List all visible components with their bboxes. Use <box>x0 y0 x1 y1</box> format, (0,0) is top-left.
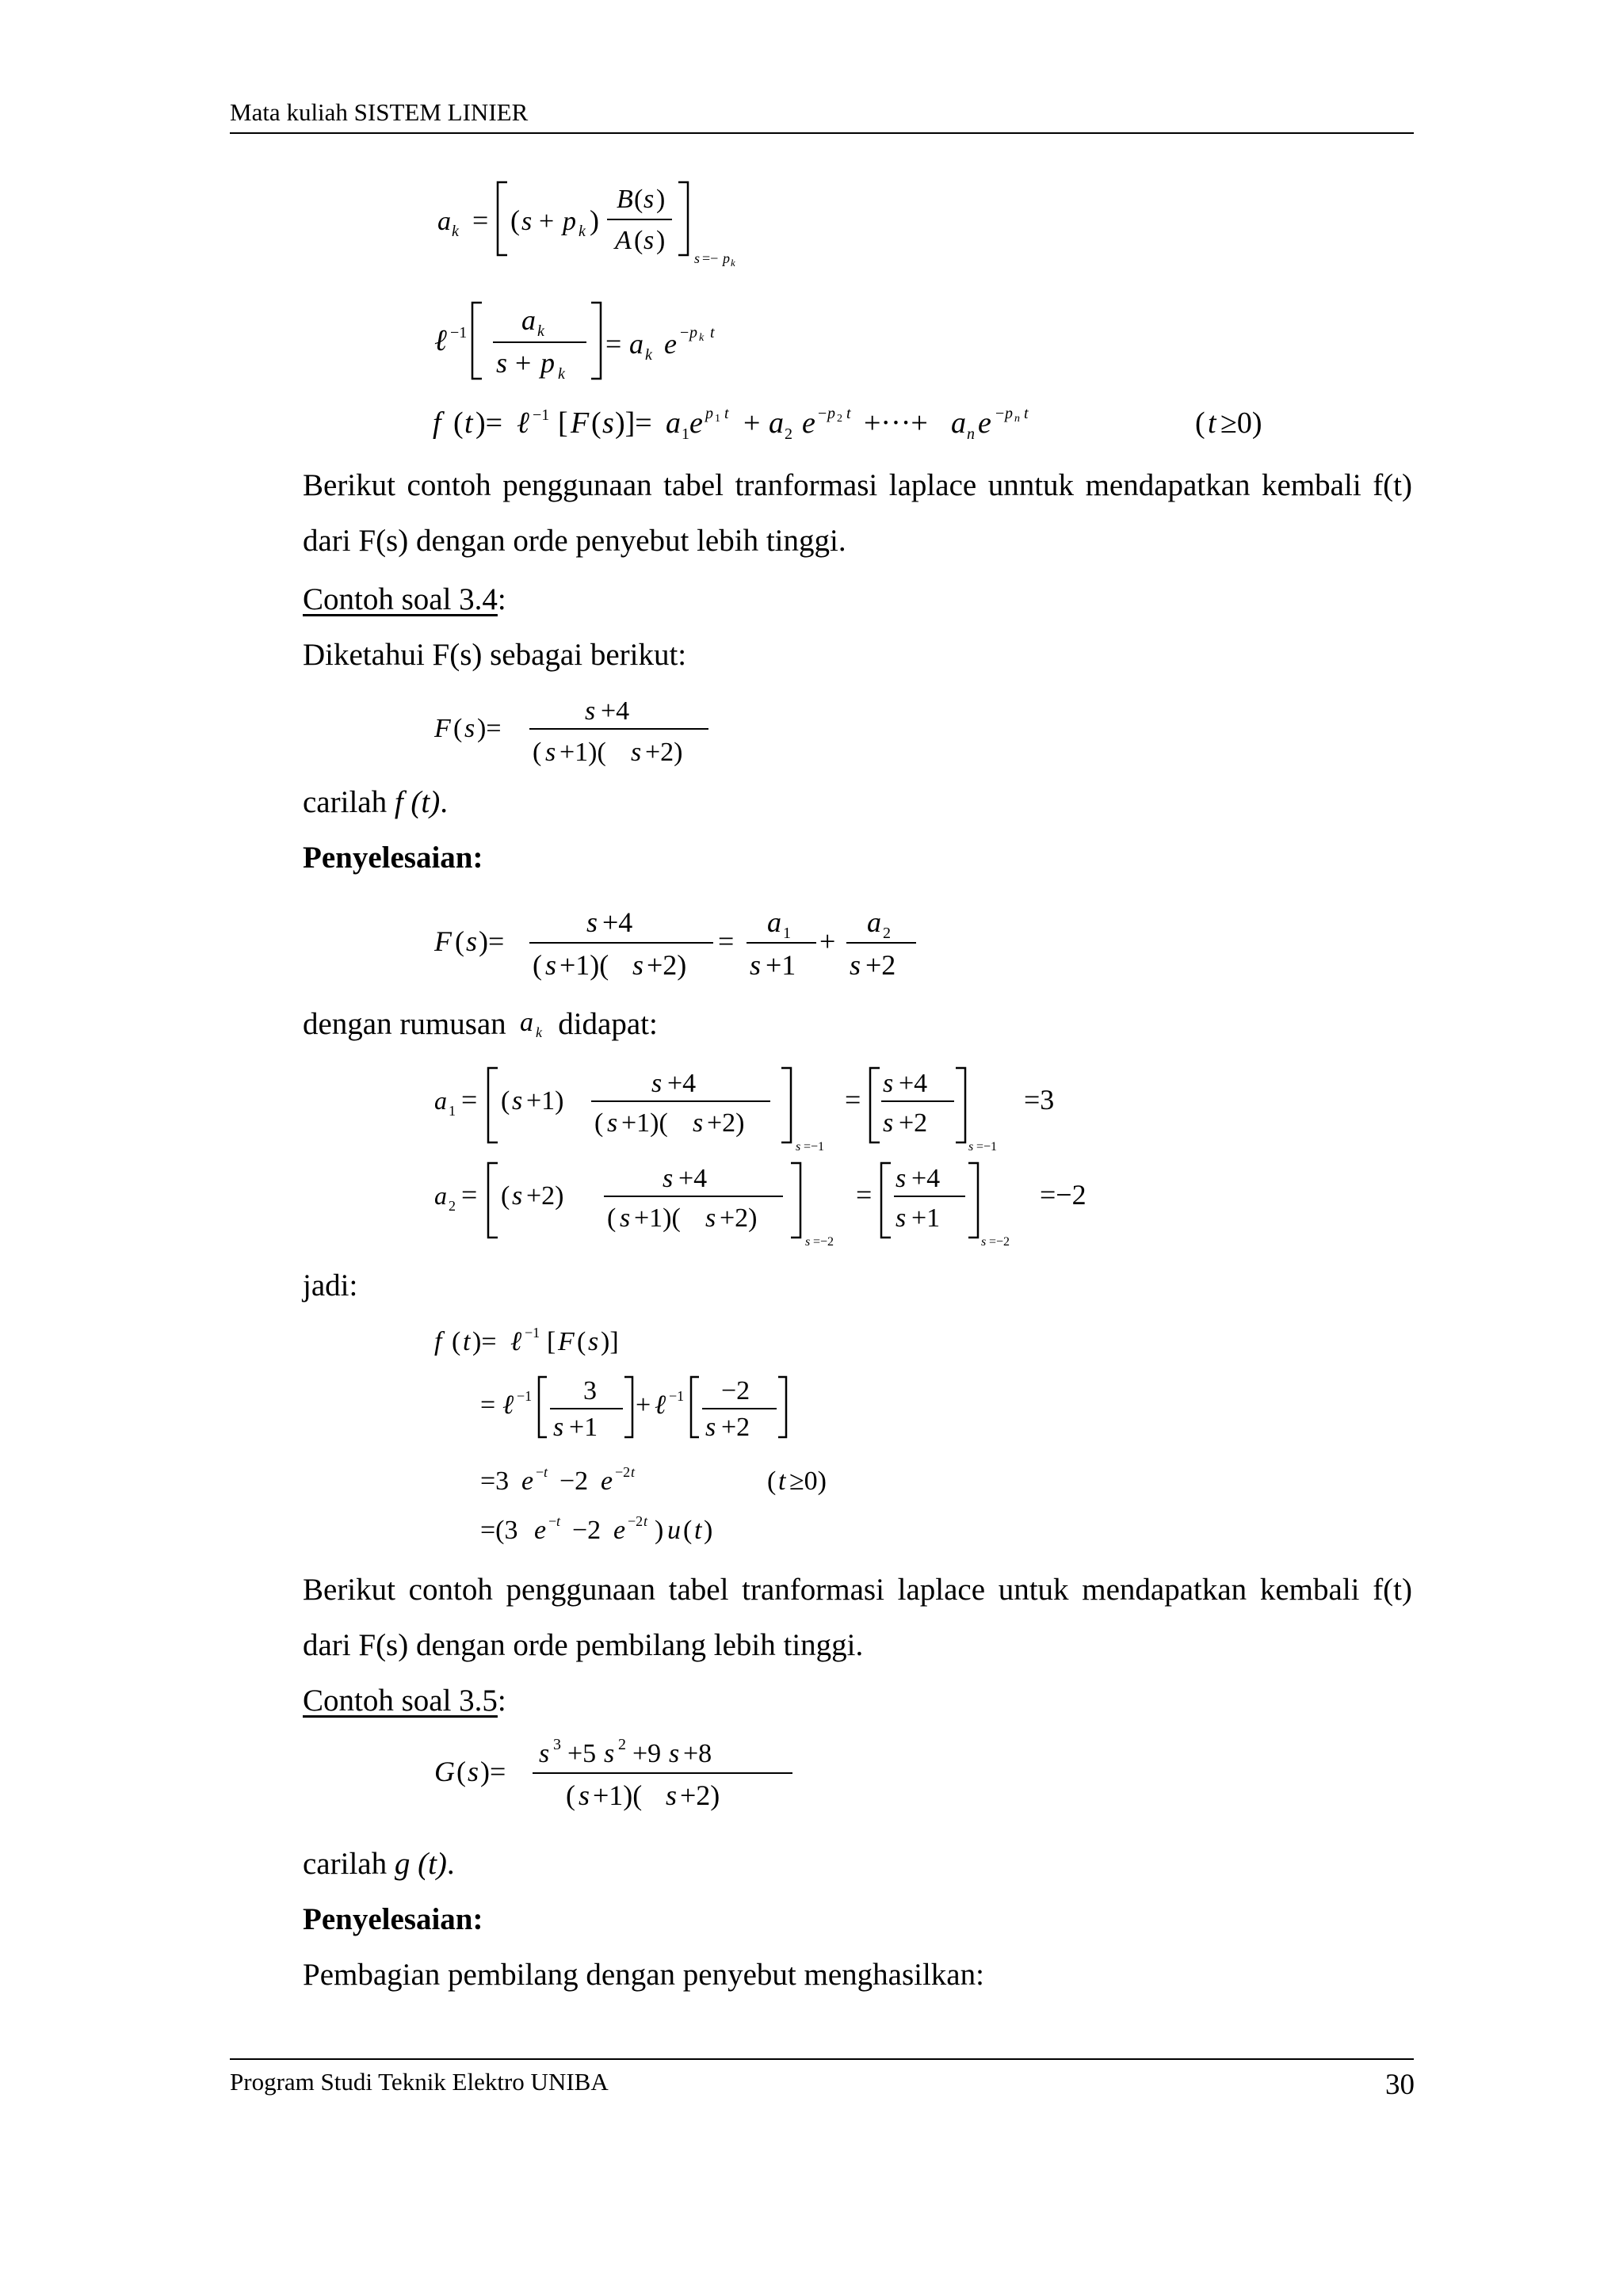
svg-text:s: s <box>512 1086 523 1116</box>
svg-text:t: t <box>463 1327 471 1356</box>
svg-text:s: s <box>750 949 762 981</box>
svg-text:s: s <box>521 207 533 236</box>
svg-text:+5: +5 <box>567 1739 597 1768</box>
svg-text:s: s <box>693 1108 704 1138</box>
svg-text:s: s <box>896 1203 907 1233</box>
svg-text:s: s <box>663 1164 674 1193</box>
svg-text:e: e <box>978 406 991 440</box>
svg-text:a: a <box>521 304 536 336</box>
header-rule <box>230 132 1414 134</box>
solution-label-1: Penyelesaian: <box>303 841 483 875</box>
svg-text:t: t <box>724 405 729 422</box>
svg-text:+1: +1 <box>569 1413 598 1442</box>
svg-text:k: k <box>645 346 652 364</box>
svg-text:+2): +2) <box>647 949 687 981</box>
svg-text:=: = <box>480 1390 496 1420</box>
svg-text:+: + <box>819 925 836 957</box>
svg-text:(: ( <box>767 1466 777 1496</box>
svg-text:(: ( <box>453 406 464 440</box>
svg-text:+···+: +···+ <box>864 406 928 440</box>
svg-text:(: ( <box>533 738 542 767</box>
svg-text:(: ( <box>591 406 601 440</box>
svg-text:s: s <box>545 949 557 981</box>
svg-text:−: − <box>548 1513 557 1529</box>
svg-text:=: = <box>461 1084 478 1116</box>
svg-text:+: + <box>515 347 532 379</box>
svg-text:a: a <box>629 328 643 360</box>
svg-text:s: s <box>669 1739 680 1768</box>
svg-text:(: ( <box>452 1327 461 1356</box>
svg-text:B: B <box>617 185 633 214</box>
svg-text:3: 3 <box>583 1376 597 1405</box>
example-34-label: Contoh soal 3.4 <box>303 582 498 616</box>
svg-text:s: s <box>651 1069 663 1098</box>
svg-text:ℓ: ℓ <box>655 1390 666 1420</box>
equation-a1-value <box>428 1062 1109 1157</box>
svg-text:t: t <box>1024 405 1029 422</box>
svg-text:−: − <box>680 324 689 341</box>
svg-text:F: F <box>434 714 451 743</box>
svg-text:[: [ <box>547 1327 556 1356</box>
svg-text:t: t <box>631 1464 636 1480</box>
svg-text:F: F <box>571 406 590 440</box>
svg-text:k: k <box>536 1024 543 1040</box>
svg-text:)=: )= <box>472 1327 497 1356</box>
svg-text:s: s <box>632 949 644 981</box>
example-35-heading <box>303 1683 506 1718</box>
intro-paragraph: Berikut contoh penggunaan tabel tranformasi laplace unntuk mendapatkan kembali f(t) dari F(s) dengan orde penyebut lebih tinggi. <box>303 468 1412 558</box>
svg-text:t: t <box>643 1513 648 1529</box>
svg-text:+2: +2 <box>865 949 896 981</box>
svg-text:u: u <box>667 1516 681 1545</box>
svg-text:t: t <box>544 1464 548 1480</box>
svg-text:(: ( <box>577 1327 586 1356</box>
svg-text:+2: +2 <box>899 1108 928 1138</box>
page-number: 30 <box>1385 2069 1415 2101</box>
svg-text:ℓ: ℓ <box>517 406 529 440</box>
svg-text:+1)(: +1)( <box>559 738 606 767</box>
svg-text:t: t <box>464 406 473 440</box>
svg-text:s: s <box>579 1779 590 1811</box>
division-text: Pembagian pembilang dengan penyebut menghasilkan: <box>303 1958 984 1992</box>
svg-text:+1)(: +1)( <box>621 1108 668 1138</box>
svg-text:t: t <box>694 1516 702 1545</box>
svg-text:+: + <box>743 406 761 440</box>
svg-text:+4: +4 <box>899 1069 928 1098</box>
svg-text:s: s <box>553 1413 564 1442</box>
svg-text:k: k <box>537 322 544 340</box>
svg-text:t: t <box>710 324 715 341</box>
svg-text:+2): +2) <box>720 1203 758 1233</box>
svg-text:)=: )= <box>475 406 503 440</box>
svg-text:2: 2 <box>883 925 891 942</box>
svg-text:=: = <box>856 1179 873 1211</box>
svg-text:=3: =3 <box>480 1466 510 1496</box>
svg-text:F: F <box>558 1327 575 1356</box>
svg-text:+2): +2) <box>645 738 683 767</box>
svg-text:+4: +4 <box>601 696 630 726</box>
svg-text:=: = <box>845 1084 861 1116</box>
svg-text:p: p <box>540 347 555 379</box>
equation-ak-residue <box>428 176 792 271</box>
svg-text:p: p <box>723 250 730 266</box>
example-35-colon: : <box>497 1684 506 1718</box>
svg-text:(: ( <box>501 1086 510 1116</box>
svg-text:): ) <box>704 1516 713 1545</box>
svg-text:n: n <box>967 425 975 443</box>
svg-text:s: s <box>850 949 861 981</box>
svg-text:+2): +2) <box>680 1779 720 1811</box>
svg-text:t: t <box>778 1466 786 1496</box>
second-paragraph: Berikut contoh penggunaan tabel tranformasi laplace untuk mendapatkan kembali f(t) dari F(s) dengan orde pembilang lebih tinggi. <box>303 1573 1412 1662</box>
given-text: Diketahui F(s) sebagai berikut: <box>303 638 687 672</box>
svg-text:s: s <box>805 1235 811 1249</box>
ak-text-before: dengan rumusan <box>303 1007 514 1041</box>
svg-text:s: s <box>896 1164 907 1193</box>
equation-inverse-laplace-term <box>428 293 761 396</box>
svg-text:p: p <box>689 324 697 341</box>
svg-text:p: p <box>563 207 576 236</box>
svg-text:+4: +4 <box>667 1069 697 1098</box>
find-f-suffix: . <box>440 785 448 819</box>
svg-text:+1: +1 <box>766 949 796 981</box>
svg-text:+4: +4 <box>678 1164 708 1193</box>
svg-text:ℓ: ℓ <box>434 324 447 357</box>
svg-text:−1: −1 <box>669 1388 685 1404</box>
svg-text:(: ( <box>683 1516 693 1545</box>
svg-text:p: p <box>705 405 713 422</box>
svg-text:a: a <box>767 906 781 938</box>
equation-Gs-given <box>428 1733 808 1821</box>
svg-text:)=: )= <box>477 714 502 743</box>
svg-text:e: e <box>601 1466 613 1496</box>
svg-text:≥0): ≥0) <box>1220 406 1262 440</box>
svg-text:−2: −2 <box>615 1464 631 1480</box>
svg-text:s: s <box>539 1739 550 1768</box>
svg-text:s: s <box>588 1327 599 1356</box>
svg-text:t: t <box>846 405 851 422</box>
svg-text:=: = <box>718 925 735 957</box>
svg-text:−1: −1 <box>450 324 468 341</box>
svg-text:−2: −2 <box>628 1513 643 1529</box>
jadi-text: jadi: <box>303 1268 358 1302</box>
svg-text:1: 1 <box>449 1103 456 1119</box>
svg-text:s: s <box>643 226 655 255</box>
svg-text:+4: +4 <box>911 1164 941 1193</box>
svg-text:s: s <box>602 406 614 440</box>
svg-text:s: s <box>545 738 556 767</box>
svg-text:)=: )= <box>479 925 505 957</box>
svg-text:f: f <box>433 406 441 440</box>
svg-text:+: + <box>636 1390 651 1420</box>
svg-text:e: e <box>802 406 815 440</box>
svg-text:ℓ: ℓ <box>502 1390 514 1420</box>
svg-text:e: e <box>521 1466 534 1496</box>
svg-text:)=: )= <box>480 1756 506 1787</box>
svg-text:s: s <box>512 1181 523 1211</box>
svg-text:t: t <box>556 1513 561 1529</box>
svg-text:(: ( <box>456 1756 466 1787</box>
svg-text:F: F <box>434 925 452 957</box>
svg-text:−2: −2 <box>572 1516 601 1545</box>
example-34-colon: : <box>497 582 506 616</box>
find-g-text <box>303 1846 455 1882</box>
svg-text:=−1: =−1 <box>976 1140 998 1154</box>
svg-text:ℓ: ℓ <box>510 1327 522 1356</box>
svg-text:=−2: =−2 <box>813 1235 834 1249</box>
svg-text:1: 1 <box>682 425 689 443</box>
svg-text:a: a <box>520 1008 534 1037</box>
svg-text:k: k <box>731 257 735 269</box>
svg-text:+2): +2) <box>526 1181 564 1211</box>
svg-text:k: k <box>558 365 565 383</box>
svg-text:): ) <box>656 185 666 214</box>
svg-text:≥0): ≥0) <box>789 1466 827 1496</box>
svg-text:(: ( <box>634 185 643 214</box>
svg-text:n: n <box>1014 413 1020 425</box>
svg-text:s: s <box>464 714 475 743</box>
svg-text:s: s <box>585 696 596 726</box>
svg-text:[: [ <box>558 406 568 440</box>
svg-text:1: 1 <box>783 925 791 942</box>
svg-text:(: ( <box>607 1203 617 1233</box>
svg-text:): ) <box>590 204 599 236</box>
svg-text:=(3: =(3 <box>480 1516 518 1545</box>
svg-text:(: ( <box>533 949 542 981</box>
svg-text:2: 2 <box>618 1736 626 1753</box>
equation-partial-fractions <box>428 902 935 989</box>
find-g-suffix: . <box>446 1847 455 1881</box>
svg-text:f: f <box>434 1327 442 1356</box>
solution-label-2: Penyelesaian: <box>303 1902 483 1936</box>
equation-a2-value <box>428 1157 1125 1252</box>
svg-text:−1: −1 <box>533 406 550 424</box>
find-g-variable: g (t) <box>394 1847 447 1881</box>
svg-text:s: s <box>496 347 508 379</box>
svg-text:A: A <box>615 226 632 255</box>
svg-text:=: = <box>472 204 489 236</box>
svg-text:+8: +8 <box>683 1739 712 1768</box>
svg-text:s: s <box>705 1413 716 1442</box>
svg-text:a: a <box>951 406 966 440</box>
svg-text:−2: −2 <box>559 1466 589 1496</box>
ak-formula-text <box>303 1006 658 1042</box>
svg-text:a: a <box>434 1181 447 1210</box>
svg-text:+1)(: +1)( <box>593 1779 643 1811</box>
svg-text:): ) <box>655 1516 664 1545</box>
find-g-prefix: carilah <box>303 1847 395 1881</box>
svg-text:a: a <box>769 406 784 440</box>
svg-text:−1: −1 <box>517 1388 533 1404</box>
svg-text:k: k <box>699 332 705 344</box>
svg-text:p: p <box>1005 405 1013 422</box>
find-f-variable: f (t) <box>394 785 441 819</box>
svg-text:+1)(: +1)( <box>559 949 609 981</box>
svg-text:s: s <box>981 1235 987 1249</box>
svg-text:s: s <box>694 250 701 266</box>
svg-text:−2: −2 <box>721 1376 750 1405</box>
svg-text:2: 2 <box>785 425 792 443</box>
svg-text:a: a <box>867 906 881 938</box>
svg-text:)]: )] <box>601 1327 619 1356</box>
svg-text:2: 2 <box>449 1198 456 1214</box>
ak-text-after: didapat: <box>550 1007 658 1041</box>
svg-text:1: 1 <box>715 413 720 425</box>
svg-text:−: − <box>818 405 827 422</box>
svg-text:s: s <box>796 1140 801 1154</box>
svg-text:s: s <box>631 738 642 767</box>
svg-text:s: s <box>604 1739 615 1768</box>
svg-text:(: ( <box>501 1181 510 1211</box>
svg-text:): ) <box>656 226 666 255</box>
header-course-title: Mata kuliah SISTEM LINIER <box>230 98 529 126</box>
svg-text:(: ( <box>566 1779 575 1811</box>
svg-text:s: s <box>883 1069 894 1098</box>
svg-text:s: s <box>666 1779 678 1811</box>
svg-text:(: ( <box>634 226 643 255</box>
svg-text:G: G <box>434 1756 455 1787</box>
svg-text:t: t <box>1208 406 1216 440</box>
svg-text:+9: +9 <box>632 1739 662 1768</box>
svg-text:=: = <box>605 328 622 360</box>
svg-text:=−2: =−2 <box>1040 1179 1086 1211</box>
svg-text:−1: −1 <box>525 1325 540 1341</box>
equation-ft-derivation <box>428 1315 935 1553</box>
svg-text:=: = <box>461 1179 478 1211</box>
svg-text:=−2: =−2 <box>989 1235 1010 1249</box>
svg-text:(: ( <box>594 1108 604 1138</box>
svg-text:+1: +1 <box>911 1203 941 1233</box>
find-f-prefix: carilah <box>303 785 395 819</box>
svg-text:s: s <box>468 1756 479 1787</box>
svg-text:=−: =− <box>702 250 719 266</box>
svg-text:s: s <box>607 1108 618 1138</box>
svg-text:e: e <box>534 1516 547 1545</box>
svg-text:a: a <box>434 1086 447 1115</box>
ak-inline-symbol <box>514 1009 550 1040</box>
svg-text:s: s <box>620 1203 631 1233</box>
svg-text:−: − <box>536 1464 544 1480</box>
svg-text:(: ( <box>455 925 464 957</box>
svg-text:=3: =3 <box>1024 1084 1055 1116</box>
svg-text:(: ( <box>1195 406 1205 440</box>
svg-text:+4: +4 <box>602 906 633 938</box>
svg-text:s: s <box>705 1203 716 1233</box>
svg-text:2: 2 <box>837 413 842 425</box>
svg-text:−: − <box>995 405 1005 422</box>
find-f-text <box>303 784 448 820</box>
svg-text:k: k <box>452 223 459 240</box>
svg-text:s: s <box>883 1108 894 1138</box>
svg-text:=−1: =−1 <box>804 1140 825 1154</box>
svg-text:e: e <box>689 406 703 440</box>
svg-text:(: ( <box>510 204 520 236</box>
footer-program: Program Studi Teknik Elektro UNIBA <box>230 2068 609 2096</box>
footer-rule <box>230 2058 1414 2060</box>
svg-text:e: e <box>613 1516 626 1545</box>
svg-text:+: + <box>539 207 555 236</box>
svg-text:p: p <box>827 405 835 422</box>
svg-text:e: e <box>664 328 677 360</box>
svg-text:k: k <box>579 223 586 240</box>
svg-text:+1): +1) <box>526 1086 564 1116</box>
svg-text:s: s <box>968 1140 974 1154</box>
svg-text:+2): +2) <box>707 1108 745 1138</box>
svg-text:a: a <box>666 406 681 440</box>
svg-text:s: s <box>466 925 478 957</box>
svg-text:3: 3 <box>553 1736 561 1753</box>
svg-text:+2: +2 <box>721 1413 750 1442</box>
svg-text:(: ( <box>453 714 463 743</box>
svg-text:s: s <box>643 185 655 214</box>
svg-text:a: a <box>437 207 451 236</box>
svg-text:+1)(: +1)( <box>634 1203 681 1233</box>
svg-text:s: s <box>586 906 598 938</box>
equation-Fs-given <box>428 688 745 775</box>
svg-text:)]=: )]= <box>615 406 652 440</box>
equation-ft-expansion <box>428 393 1300 448</box>
example-34-heading <box>303 582 506 617</box>
example-35-label: Contoh soal 3.5 <box>303 1684 498 1718</box>
